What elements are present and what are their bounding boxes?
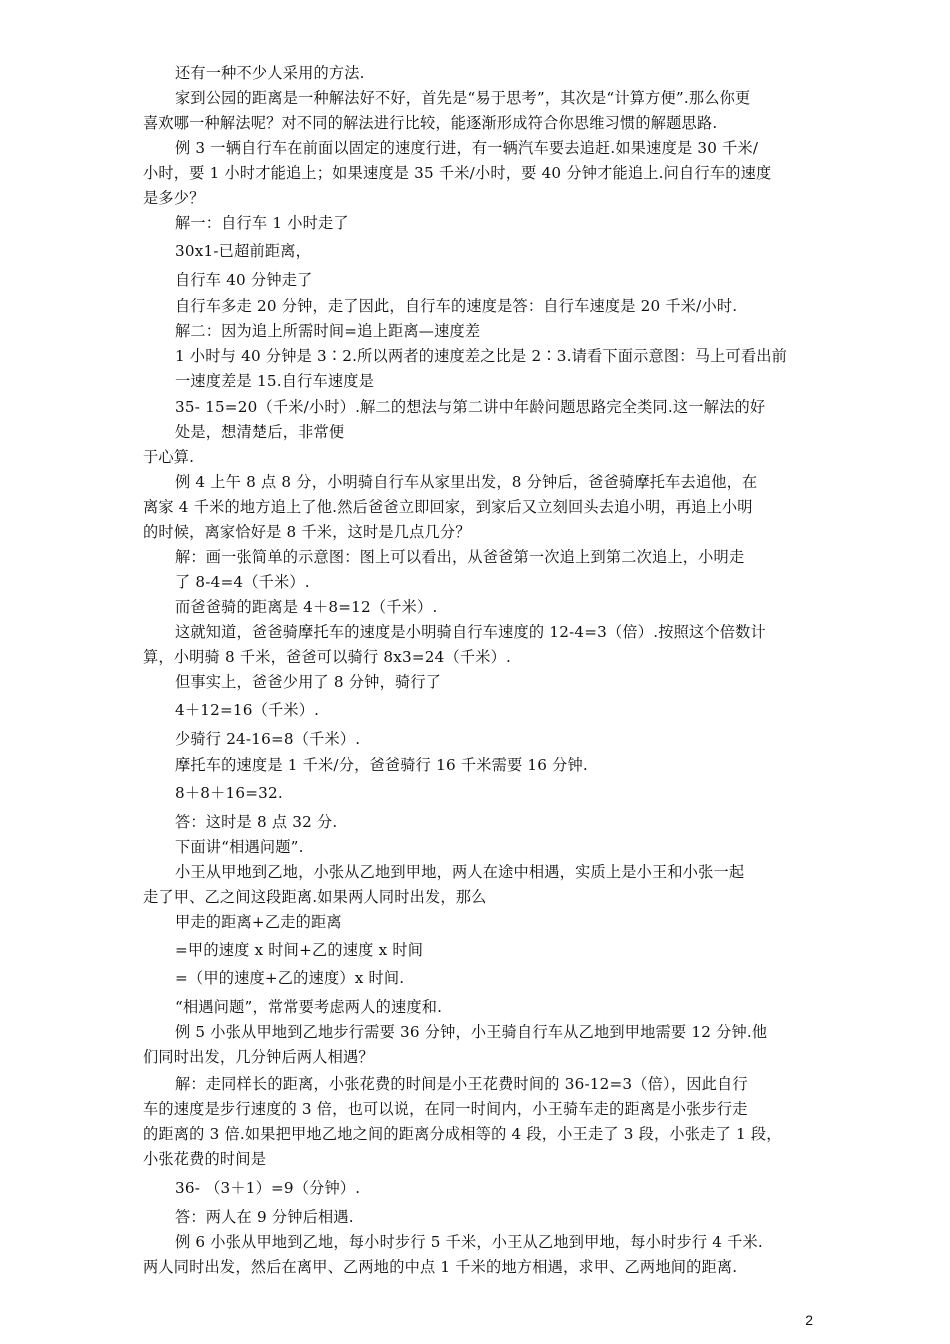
text-line: 自行车 40 分钟走了 [175, 271, 313, 289]
text-line: 解二：因为追上所需时间=追上距离—速度差 [175, 322, 481, 340]
text-line: “相遇问题”，常常要考虑两人的速度和. [175, 998, 443, 1016]
page-number: 2 [805, 1312, 813, 1328]
text-line: 甲走的距离+乙走的距离 [175, 913, 342, 931]
text-line: 下面讲“相遇问题”. [175, 838, 304, 856]
text-line: 例 4 上午 8 点 8 分，小明骑自行车从家里出发，8 分钟后，爸爸骑摩托车去追他，在 [175, 473, 758, 491]
text-line: 的距离的 3 倍.如果把甲地乙地之间的距离分成相等的 4 段，小王走了 3 段，小张走了 1 段， [143, 1125, 782, 1143]
text-line: 的时候，离家恰好是 8 千米，这时是几点几分？ [143, 523, 471, 541]
text-line: 一速度差是 15.自行车速度是 [175, 372, 375, 390]
text-line: 家到公园的距离是一种解法好不好，首先是“易于思考”，其次是“计算方便”.那么你更 [175, 89, 751, 107]
text-line: 1 小时与 40 分钟是 3∶2.所以两者的速度差之比是 2∶3.请看下面示意图：马上可看出前 [175, 347, 788, 365]
text-line: 车的速度是步行速度的 3 倍，也可以说，在同一时间内，小王骑车走的距离是小张步行走 [143, 1100, 748, 1118]
text-line: 解一：自行车 1 小时走了 [175, 214, 349, 232]
text-line: =甲的速度 x 时间+乙的速度 x 时间 [175, 941, 424, 959]
text-line: 36- （3＋1）=9（分钟）. [175, 1179, 361, 1197]
text-line: 例 5 小张从甲地到乙地步行需要 36 分钟，小王骑自行车从乙地到甲地需要 12 分钟.他 [175, 1023, 768, 1041]
text-line: 还有一种不少人采用的方法. [175, 64, 365, 82]
text-line: 35- 15=20（千米/小时）.解二的想法与第二讲中年龄问题思路完全类同.这一解法的好 [175, 398, 766, 416]
text-line: 8＋8＋16=32. [175, 784, 283, 802]
text-line: 了 8-4=4（千米）. [175, 573, 310, 591]
text-line: 例 6 小张从甲地到乙地，每小时步行 5 千米，小王从乙地到甲地，每小时步行 4 千米. [175, 1233, 763, 1251]
text-line: 是多少？ [143, 189, 205, 207]
text-line: =（甲的速度+乙的速度）x 时间. [175, 969, 405, 987]
text-line: 处是，想清楚后，非常便 [175, 423, 345, 441]
text-line: 而爸爸骑的距离是 4＋8=12（千米）. [175, 598, 438, 616]
text-line: 两人同时出发，然后在离甲、乙两地的中点 1 千米的地方相遇，求甲、乙两地间的距离. [143, 1258, 738, 1276]
text-line: 喜欢哪一种解法呢？对不同的解法进行比较，能逐渐形成符合你思维习惯的解题思路. [143, 114, 718, 132]
text-line: 这就知道，爸爸骑摩托车的速度是小明骑自行车速度的 12-4=3（倍）.按照这个倍数计 [175, 623, 766, 641]
text-line: 例 3 一辆自行车在前面以固定的速度行进，有一辆汽车要去追赶.如果速度是 30 千米/ [175, 139, 759, 157]
text-line: 4＋12=16（千米）. [175, 701, 320, 719]
text-line: 于心算. [143, 448, 195, 466]
text-line: 走了甲、乙之间这段距离.如果两人同时出发，那么 [143, 888, 487, 906]
text-line: 解：走同样长的距离，小张花费的时间是小王花费时间的 36-12=3（倍），因此自行 [175, 1075, 748, 1093]
text-line: 摩托车的速度是 1 千米/分，爸爸骑行 16 千米需要 16 分钟. [175, 756, 588, 774]
text-line: 离家 4 千米的地方追上了他.然后爸爸立即回家，到家后又立刻回头去追小明，再追上小明 [143, 498, 753, 516]
text-line: 答：两人在 9 分钟后相遇. [175, 1208, 354, 1226]
text-line: 们同时出发，几分钟后两人相遇？ [143, 1048, 374, 1066]
text-line: 小王从甲地到乙地，小张从乙地到甲地，两人在途中相遇，实质上是小王和小张一起 [175, 863, 745, 881]
text-line: 小张花费的时间是 [143, 1150, 267, 1168]
text-line: 算，小明骑 8 千米，爸爸可以骑行 8x3=24（千米）. [143, 648, 512, 666]
text-line: 自行车多走 20 分钟，走了因此，自行车的速度是答：自行车速度是 20 千米/小时. [175, 297, 738, 315]
text-line: 但事实上，爸爸少用了 8 分钟，骑行了 [175, 673, 442, 691]
text-line: 少骑行 24-16=8（千米）. [175, 730, 361, 748]
text-line: 小时，要 1 小时才能追上；如果速度是 35 千米/小时，要 40 分钟才能追上.问自行车的速度 [143, 164, 772, 182]
text-line: 30x1-已超前距离， [175, 242, 312, 260]
text-line: 解：画一张简单的示意图：图上可以看出，从爸爸第一次追上到第二次追上，小明走 [175, 548, 745, 566]
text-line: 答：这时是 8 点 32 分. [175, 813, 338, 831]
